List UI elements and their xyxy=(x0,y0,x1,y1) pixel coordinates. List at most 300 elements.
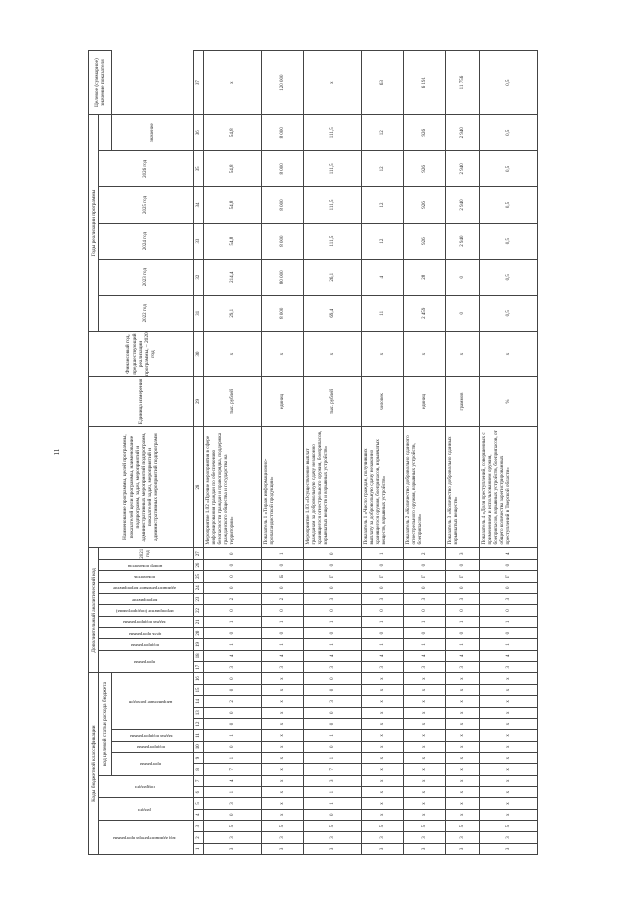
code-cell: х xyxy=(362,673,404,684)
column-number: 10 xyxy=(194,741,204,752)
code-cell: х xyxy=(404,684,446,695)
code-cell: 1 xyxy=(262,616,304,627)
column-number: 33 xyxy=(194,223,204,259)
analytic-part-event-sub: мероприятие (подпрограмма) xyxy=(99,605,194,616)
code-cell: 0 xyxy=(446,582,480,593)
code-cell: х xyxy=(362,752,404,763)
row-fin-year: х xyxy=(304,331,362,376)
year-value: 0,5 xyxy=(480,259,538,295)
code-cell: 0 xyxy=(446,605,480,616)
code-cell: 3 xyxy=(446,548,480,559)
row-result: х xyxy=(304,51,362,115)
year-value: 54,8 xyxy=(204,115,262,151)
code-cell: 2 xyxy=(204,593,262,604)
code-cell: х xyxy=(404,798,446,809)
row-name: Показатель 1 «Тираж информационно-пропагандистской продукции» xyxy=(262,426,304,548)
subsection-header: подраздел xyxy=(99,775,194,798)
column-number: 25 xyxy=(194,571,204,582)
code-cell: 4 xyxy=(446,650,480,661)
column-number: 15 xyxy=(194,684,204,695)
column-number: 32 xyxy=(194,259,204,295)
row-name: Показатель 3 «Количество добровольно сданных взрывчатых веществ» xyxy=(446,426,480,548)
code-cell: х xyxy=(480,764,538,775)
code-cell: 0 xyxy=(204,559,262,570)
code-cell: х xyxy=(404,809,446,820)
code-cell: 0 xyxy=(362,559,404,570)
code-cell: х xyxy=(362,696,404,707)
years-group-header: Годы реализации программы xyxy=(89,115,99,332)
year-2021-header: 2021 год xyxy=(99,548,194,559)
column-number: 16 xyxy=(194,673,204,684)
year-value: 0,5 xyxy=(480,115,538,151)
code-cell: Г xyxy=(304,571,362,582)
column-number: 8 xyxy=(194,764,204,775)
column-number: 4 xyxy=(194,809,204,820)
code-cell: 1 xyxy=(204,786,262,797)
code-cell: 4 xyxy=(204,775,262,786)
year-value: 926 xyxy=(404,151,446,187)
code-cell: х xyxy=(262,809,304,820)
code-cell: 1 xyxy=(204,752,262,763)
column-number: 22 xyxy=(194,605,204,616)
row-result: 63 xyxy=(362,51,404,115)
year-value: 2 940 xyxy=(446,223,480,259)
code-cell: 7 xyxy=(304,764,362,775)
table-row xyxy=(204,51,262,855)
analytic-code-header: Дополнительный аналитический код xyxy=(89,548,99,673)
year-value: 111,5 xyxy=(304,223,362,259)
code-cell: 0 xyxy=(304,548,362,559)
code-cell: 3 xyxy=(204,798,262,809)
row-fin-year: х xyxy=(204,331,262,376)
code-cell: 3 xyxy=(404,593,446,604)
code-cell: 0 xyxy=(446,628,480,639)
code-cell: 0 xyxy=(480,628,538,639)
code-cell: 0 xyxy=(304,707,362,718)
year-value: 926 xyxy=(404,187,446,223)
code-cell: Г xyxy=(362,571,404,582)
code-cell: х xyxy=(404,775,446,786)
year-value: 54,8 xyxy=(204,187,262,223)
year-2026-header: 2026 год xyxy=(99,151,194,187)
code-cell: 3 xyxy=(362,832,404,843)
code-cell: 0 xyxy=(204,707,262,718)
code-cell: 3 xyxy=(404,843,446,854)
column-number: 20 xyxy=(194,628,204,639)
table-row xyxy=(304,51,362,855)
code-cell: х xyxy=(446,707,480,718)
year-value: 8 000 xyxy=(262,295,304,331)
code-cell: 1 xyxy=(304,616,362,627)
year-value: 0,5 xyxy=(480,151,538,187)
column-number: 18 xyxy=(194,650,204,661)
code-cell: 4 xyxy=(480,548,538,559)
column-number: 9 xyxy=(194,752,204,763)
code-cell: х xyxy=(480,684,538,695)
code-cell: 5 xyxy=(446,820,480,831)
code-cell: 3 xyxy=(304,832,362,843)
code-cell: х xyxy=(262,775,304,786)
code-cell: 1 xyxy=(362,639,404,650)
code-cell: х xyxy=(480,718,538,729)
year-2025-header: 2025 год xyxy=(99,187,194,223)
year-value: 111,5 xyxy=(304,115,362,151)
column-number: 14 xyxy=(194,696,204,707)
code-cell: х xyxy=(362,741,404,752)
code-cell: 3 xyxy=(304,843,362,854)
row-fin-year: х xyxy=(446,331,480,376)
code-cell: 1 xyxy=(446,616,480,627)
code-cell: х xyxy=(362,764,404,775)
code-cell: х xyxy=(480,752,538,763)
code-cell: 3 xyxy=(204,662,262,673)
code-cell: 0 xyxy=(404,559,446,570)
year-value: 111,5 xyxy=(304,151,362,187)
column-number: 28 xyxy=(194,426,204,548)
code-cell: х xyxy=(404,718,446,729)
code-cell: 3 xyxy=(204,832,262,843)
target-part-subprogram: подпрограмма xyxy=(111,741,193,752)
column-number: 36 xyxy=(194,115,204,151)
year-value: 2 940 xyxy=(446,115,480,151)
rotated-table-area xyxy=(88,50,538,855)
code-cell: 1 xyxy=(204,639,262,650)
code-cell: 1 xyxy=(204,730,262,741)
budget-class-header: Коды бюджетной классификации xyxy=(89,673,99,855)
code-cell: х xyxy=(480,696,538,707)
table-row xyxy=(362,51,404,855)
year-2022-header: 2022 год xyxy=(99,295,194,331)
table-row xyxy=(480,51,538,855)
code-cell: х xyxy=(446,684,480,695)
code-cell: 3 xyxy=(446,593,480,604)
year-value: 2 940 xyxy=(446,187,480,223)
code-cell: 3 xyxy=(446,662,480,673)
row-name: Показатель 2 «Количество добровольно сданного огнестрельного оружия, взрывных устройств, боеприпасов» xyxy=(404,426,446,548)
code-cell: х xyxy=(446,798,480,809)
column-number: 31 xyxy=(194,295,204,331)
year-value: 69,4 xyxy=(304,295,362,331)
code-cell: х xyxy=(404,730,446,741)
code-cell: 0 xyxy=(362,582,404,593)
code-cell: 3 xyxy=(262,662,304,673)
code-cell: 4 xyxy=(362,650,404,661)
row-name: Мероприятие 1.03 «Осуществление выплат гражданам за добровольную сдачу незаконно хранящегося огнестрельного оружия, боеприпасов, взрывчатых веществ и взрывных устройств» xyxy=(304,426,362,548)
code-cell: х xyxy=(480,786,538,797)
year-value: 4 xyxy=(362,259,404,295)
code-cell: 0 xyxy=(404,605,446,616)
result-value-header: значение xyxy=(111,115,193,151)
year-value: 12 xyxy=(362,115,404,151)
code-cell: 3 xyxy=(362,662,404,673)
analytic-part-indicator: показатель xyxy=(99,571,194,582)
code-cell: 4 xyxy=(262,650,304,661)
code-cell: х xyxy=(404,707,446,718)
code-cell: 3 xyxy=(362,593,404,604)
code-cell: 0 xyxy=(362,628,404,639)
fin-year-header: Финансовый год, предшествующий реализации программы, – 2020 год xyxy=(89,331,194,376)
code-cell: х xyxy=(446,809,480,820)
year-2024-header: 2024 год xyxy=(99,223,194,259)
code-cell: х xyxy=(362,775,404,786)
unit-header: Единица измерения xyxy=(89,377,194,427)
row-unit: единиц xyxy=(262,377,304,427)
year-value: 11 xyxy=(362,295,404,331)
year-value: 8 000 xyxy=(262,151,304,187)
column-number: 17 xyxy=(194,662,204,673)
target-part-task: задача подпрограммы xyxy=(111,730,193,741)
code-cell: х xyxy=(480,707,538,718)
code-cell: 1 xyxy=(480,639,538,650)
code-cell: х xyxy=(262,798,304,809)
analytic-part-admin-event: административное мероприятие xyxy=(99,582,194,593)
code-cell: Б xyxy=(262,571,304,582)
code-cell: 4 xyxy=(480,650,538,661)
target-part-program: программа xyxy=(111,752,193,775)
code-cell: х xyxy=(446,786,480,797)
column-number: 6 xyxy=(194,786,204,797)
code-cell: 0 xyxy=(204,582,262,593)
code-cell: х xyxy=(404,741,446,752)
analytic-part-task: задача подпрограммы xyxy=(99,616,194,627)
code-cell: 1 xyxy=(480,616,538,627)
code-cell: х xyxy=(446,741,480,752)
code-cell: 3 xyxy=(204,843,262,854)
column-number: 12 xyxy=(194,718,204,729)
column-number: 26 xyxy=(194,559,204,570)
table-row xyxy=(404,51,446,855)
code-cell: х xyxy=(262,684,304,695)
code-cell: 1 xyxy=(404,639,446,650)
row-result: 6 191 xyxy=(404,51,446,115)
code-cell: 3 xyxy=(480,843,538,854)
code-cell: 5 xyxy=(404,820,446,831)
column-number: 29 xyxy=(194,377,204,427)
code-cell: х xyxy=(404,786,446,797)
code-cell: 1 xyxy=(304,639,362,650)
code-cell: х xyxy=(262,673,304,684)
row-unit: человек xyxy=(362,377,404,427)
row-name: Мероприятие 1.02 «Прочие мероприятия в сфере информирования граждан по обеспечению безопасности граждан и правопорядка, поддержка гражданского общества и государства на территории» xyxy=(204,426,262,548)
table-row xyxy=(446,51,480,855)
code-cell: х xyxy=(262,786,304,797)
code-cell: х xyxy=(262,730,304,741)
code-cell: 0 xyxy=(446,559,480,570)
analytic-part-subprogram: подпрограмма xyxy=(99,639,194,650)
code-cell: 0 xyxy=(262,559,304,570)
year-value: 926 xyxy=(404,223,446,259)
year-value: 8 000 xyxy=(262,223,304,259)
code-cell: х xyxy=(362,684,404,695)
code-cell: 0 xyxy=(480,605,538,616)
analytic-part-goal: цель программы xyxy=(99,628,194,639)
code-cell: х xyxy=(362,718,404,729)
code-cell: 0 xyxy=(404,628,446,639)
program-indicators-table xyxy=(88,50,538,855)
code-cell: х xyxy=(404,696,446,707)
row-fin-year: х xyxy=(404,331,446,376)
code-cell: х xyxy=(262,741,304,752)
column-number: 24 xyxy=(194,582,204,593)
analytic-part-number: номер показателя xyxy=(99,559,194,570)
year-value: 0 xyxy=(446,295,480,331)
column-number: 37 xyxy=(194,51,204,115)
year-value: 54,8 xyxy=(204,151,262,187)
code-cell: 5 xyxy=(262,820,304,831)
code-cell: 0 xyxy=(204,605,262,616)
analytic-part-event: мероприятие xyxy=(99,593,194,604)
column-number: 5 xyxy=(194,798,204,809)
code-cell: 2 xyxy=(404,548,446,559)
code-cell: 2 xyxy=(262,593,304,604)
column-number: 13 xyxy=(194,707,204,718)
code-cell: х xyxy=(362,730,404,741)
row-unit: граммов xyxy=(446,377,480,427)
year-value: 26,1 xyxy=(304,259,362,295)
year-value: 2 459 xyxy=(404,295,446,331)
year-value: 0 xyxy=(446,259,480,295)
year-value: 12 xyxy=(362,187,404,223)
program-table-sheet xyxy=(88,50,538,855)
row-result: 11 756 xyxy=(446,51,480,115)
header-row-1 xyxy=(89,51,99,855)
code-cell: х xyxy=(262,764,304,775)
code-cell: 0 xyxy=(480,582,538,593)
year-value: 28 xyxy=(404,259,446,295)
code-cell: 1 xyxy=(262,639,304,650)
row-result: 120 000 xyxy=(262,51,304,115)
analytic-part-program: программа xyxy=(99,650,194,673)
code-cell: 1 xyxy=(362,548,404,559)
code-cell: 1 xyxy=(304,786,362,797)
code-cell: 3 xyxy=(304,593,362,604)
code-cell: х xyxy=(480,730,538,741)
code-cell: х xyxy=(404,752,446,763)
code-cell: 0 xyxy=(304,628,362,639)
year-value: 0,5 xyxy=(480,223,538,259)
column-number: 30 xyxy=(194,331,204,376)
code-cell: 3 xyxy=(480,662,538,673)
column-number-row xyxy=(194,51,204,855)
code-cell: х xyxy=(446,673,480,684)
row-result: х xyxy=(204,51,262,115)
code-cell: 1 xyxy=(304,798,362,809)
section-header: раздел xyxy=(99,798,194,821)
row-fin-year: х xyxy=(362,331,404,376)
column-number: 7 xyxy=(194,775,204,786)
code-cell: 0 xyxy=(204,673,262,684)
code-cell: 0 xyxy=(404,582,446,593)
column-number: 2 xyxy=(194,832,204,843)
code-cell: 0 xyxy=(304,582,362,593)
row-unit: единиц xyxy=(404,377,446,427)
year-2023-header: 2023 год xyxy=(99,259,194,295)
name-header: Наименование программы, целей программы, показателей цели программы, наименование подпрограмм, задач, мероприятий и административных мероприятий подпрограмм, показателей задач, мероприятий и административных мероприятий подпрограмм xyxy=(89,426,194,548)
code-cell: 0 xyxy=(262,605,304,616)
code-cell: 0 xyxy=(304,559,362,570)
target-article-header: код целевой статьи расхода бюджета xyxy=(99,673,112,775)
code-cell: Г xyxy=(446,571,480,582)
code-cell: х xyxy=(446,752,480,763)
year-value: 12 xyxy=(362,223,404,259)
code-cell: х xyxy=(262,707,304,718)
code-cell: 3 xyxy=(446,832,480,843)
table-row xyxy=(262,51,304,855)
code-cell: 5 xyxy=(204,820,262,831)
column-number: 11 xyxy=(194,730,204,741)
column-number: 21 xyxy=(194,616,204,627)
code-cell: х xyxy=(446,775,480,786)
code-cell: Г xyxy=(404,571,446,582)
code-cell: 0 xyxy=(204,571,262,582)
result-header: Целевое (суммарное) значение показателя xyxy=(89,51,112,115)
row-name: Показатель 4 «Доля преступлений, совершенных с применением и использованием оружия, боеприпасов, взрывных устройств, боеприпасов, от общего количества зарегистрированных преступлений в Тверской области» xyxy=(480,426,538,548)
code-cell: х xyxy=(480,809,538,820)
row-name: Показатель 1 «Число граждан, получивших выплату за добровольную сдачу незаконно хранящегося оружия, боеприпасов, взрывчатых веществ, взрывных устройств» xyxy=(362,426,404,548)
code-cell: 3 xyxy=(262,832,304,843)
code-cell: 3 xyxy=(446,843,480,854)
code-cell: х xyxy=(362,786,404,797)
code-cell: 3 xyxy=(404,832,446,843)
code-cell: х xyxy=(404,673,446,684)
column-number: 34 xyxy=(194,187,204,223)
code-cell: 3 xyxy=(304,662,362,673)
target-part-direction: направление расходов xyxy=(111,673,193,730)
code-cell: 0 xyxy=(362,605,404,616)
year-value: 8 000 xyxy=(262,115,304,151)
code-cell: 0 xyxy=(480,559,538,570)
year-value: 29,1 xyxy=(204,295,262,331)
code-cell: 7 xyxy=(204,764,262,775)
code-cell: 3 xyxy=(480,593,538,604)
row-unit: тыс. рублей xyxy=(304,377,362,427)
code-cell: 3 xyxy=(404,662,446,673)
code-cell: 4 xyxy=(404,650,446,661)
year-value: 2 940 xyxy=(446,151,480,187)
column-number: 23 xyxy=(194,593,204,604)
code-cell: 0 xyxy=(262,628,304,639)
admin-code-header: код администратора программы xyxy=(99,820,194,854)
code-cell: 0 xyxy=(304,673,362,684)
year-value: 214,4 xyxy=(204,259,262,295)
code-cell: х xyxy=(480,673,538,684)
year-value: 54,8 xyxy=(204,223,262,259)
column-number: 3 xyxy=(194,820,204,831)
code-cell: 0 xyxy=(204,809,262,820)
code-cell: х xyxy=(404,764,446,775)
code-cell: х xyxy=(446,718,480,729)
code-cell: х xyxy=(446,696,480,707)
code-cell: х xyxy=(480,775,538,786)
code-cell: 3 xyxy=(304,775,362,786)
code-cell: 1 xyxy=(404,616,446,627)
code-cell: х xyxy=(362,798,404,809)
row-fin-year: х xyxy=(480,331,538,376)
year-value: 926 xyxy=(404,115,446,151)
code-cell: 0 xyxy=(262,582,304,593)
year-value: 8 000 xyxy=(262,187,304,223)
row-unit: тыс. рублей xyxy=(204,377,262,427)
year-value: 12 xyxy=(362,151,404,187)
code-cell: х xyxy=(262,696,304,707)
code-cell: 3 xyxy=(304,696,362,707)
year-value: 0,5 xyxy=(480,187,538,223)
column-number: 35 xyxy=(194,151,204,187)
code-cell: 0 xyxy=(204,548,262,559)
code-cell: х xyxy=(262,752,304,763)
code-cell: 3 xyxy=(262,843,304,854)
code-cell: 1 xyxy=(304,752,362,763)
